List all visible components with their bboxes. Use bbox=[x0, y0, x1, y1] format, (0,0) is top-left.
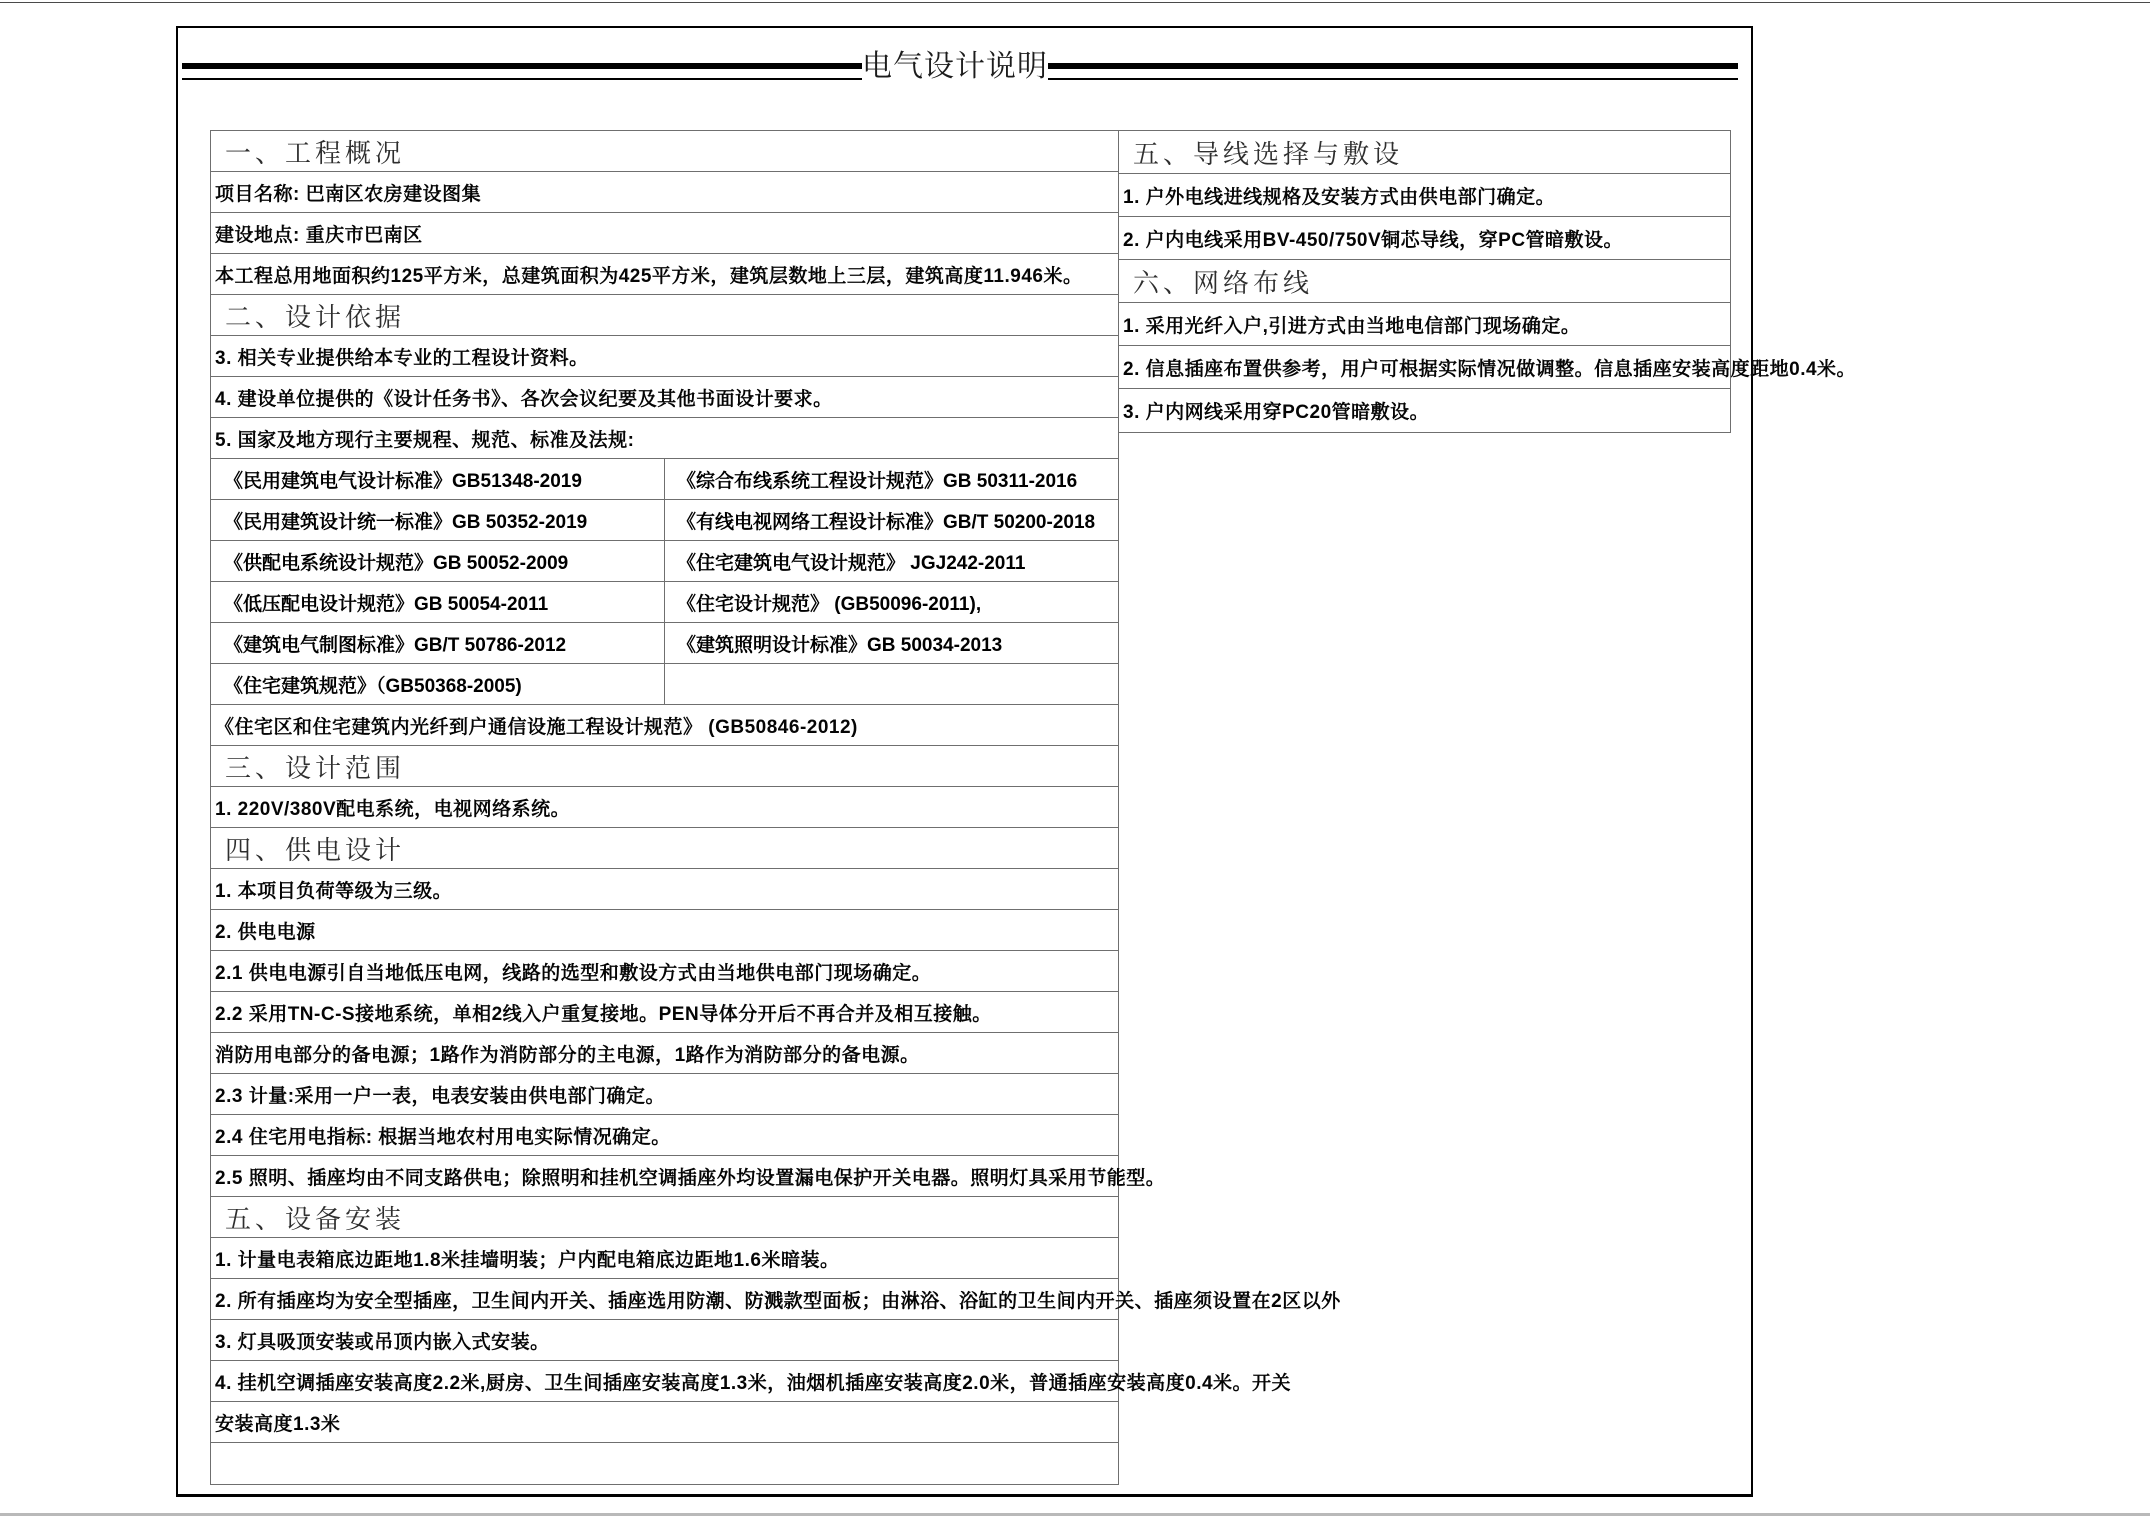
note-row bbox=[211, 705, 1118, 746]
note-row bbox=[211, 1320, 1118, 1361]
note-row bbox=[211, 1238, 1118, 1279]
note-text: 2.4 住宅用电指标: 根据当地农村用电实际情况确定。 bbox=[215, 1126, 671, 1148]
standard-cell-right: 《建筑照明设计标准》GB 50034-2013 bbox=[677, 634, 1003, 656]
note-row bbox=[211, 951, 1118, 992]
sheet-title: 电气设计说明 bbox=[862, 50, 1048, 83]
note-text: 消防用电部分的备电源；1路作为消防部分的主电源，1路作为消防部分的备电源。 bbox=[215, 1044, 920, 1066]
section-header-label: 三、设计范围 bbox=[225, 752, 406, 783]
section-header-row bbox=[211, 746, 1118, 787]
note-row bbox=[211, 377, 1118, 418]
standards-row bbox=[211, 541, 1118, 582]
title-thick-rule-left bbox=[182, 63, 862, 69]
note-text: 5. 国家及地方现行主要规程、规范、标准及法规: bbox=[215, 429, 635, 451]
note-text: 建设地点: 重庆市巴南区 bbox=[215, 224, 423, 246]
standard-cell-left: 《供配电系统设计规范》GB 50052-2009 bbox=[211, 541, 665, 581]
note-row bbox=[211, 1361, 1292, 1402]
canvas-top-hairline bbox=[0, 2, 2150, 3]
standards-row bbox=[211, 623, 1118, 664]
note-text: 2.2 采用TN-C-S接地系统，单相2线入户重复接地。PEN导体分开后不再合并及相互接触。 bbox=[215, 1003, 992, 1025]
note-text: 1. 本项目负荷等级为三级。 bbox=[215, 880, 453, 902]
note-text: 1. 采用光纤入户,引进方式由当地电信部门现场确定。 bbox=[1123, 315, 1581, 337]
note-row bbox=[1119, 389, 1730, 432]
note-text: 3. 相关专业提供给本专业的工程设计资料。 bbox=[215, 347, 589, 369]
note-row bbox=[1119, 174, 1730, 217]
note-row bbox=[211, 418, 1118, 459]
note-row bbox=[211, 254, 1118, 295]
standards-row bbox=[211, 664, 1118, 705]
note-text: 4. 挂机空调插座安装高度2.2米,厨房、卫生间插座安装高度1.3米，油烟机插座安装高度2.0米，普通插座安装高度0.4米。开关 bbox=[215, 1372, 1292, 1394]
note-row bbox=[211, 213, 1118, 254]
standard-cell-right: 《综合布线系统工程设计规范》GB 50311-2016 bbox=[677, 470, 1078, 492]
note-row bbox=[211, 910, 1118, 951]
note-text: 2.1 供电电源引自当地低压电网，线路的选型和敷设方式由当地供电部门现场确定。 bbox=[215, 962, 932, 984]
standard-cell-left: 《民用建筑电气设计标准》GB51348-2019 bbox=[211, 459, 665, 499]
section-header-row bbox=[1119, 131, 1730, 174]
empty-row bbox=[211, 1443, 1118, 1484]
note-row bbox=[211, 787, 1118, 828]
note-text: 1. 计量电表箱底边距地1.8米挂墙明装；户内配电箱底边距地1.6米暗装。 bbox=[215, 1249, 840, 1271]
note-text: 2.5 照明、插座均由不同支路供电；除照明和挂机空调插座外均设置漏电保护开关电器。照明灯具采用节能型。 bbox=[215, 1167, 1166, 1189]
note-row bbox=[1119, 303, 1730, 346]
notes-table-right bbox=[1118, 130, 1857, 433]
note-text: 2. 信息插座布置供参考，用户可根据实际情况做调整。信息插座安装高度距地0.4米。 bbox=[1123, 358, 1857, 380]
canvas-bottom-hairline bbox=[0, 1513, 2150, 1516]
note-row bbox=[211, 992, 1118, 1033]
section-header-row bbox=[211, 1197, 1118, 1238]
note-text: 《住宅区和住宅建筑内光纤到户通信设施工程设计规范》 (GB50846-2012) bbox=[215, 716, 858, 738]
standards-row bbox=[211, 459, 1118, 500]
note-text: 项目名称: 巴南区农房建设图集 bbox=[215, 183, 482, 205]
section-header-row bbox=[211, 295, 1118, 336]
section-header-row bbox=[211, 828, 1118, 869]
standard-cell-right bbox=[665, 664, 1118, 704]
note-text: 本工程总用地面积约125平方米，总建筑面积为425平方米，建筑层数地上三层，建筑高度11.946米。 bbox=[215, 265, 1083, 287]
note-row bbox=[1119, 346, 1857, 389]
note-text: 2. 户内电线采用BV-450/750V铜芯导线，穿PC管暗敷设。 bbox=[1123, 229, 1624, 251]
standard-cell-right: 《有线电视网络工程设计标准》GB/T 50200-2018 bbox=[677, 511, 1096, 533]
section-header-label: 一、工程概况 bbox=[225, 137, 406, 168]
standard-cell-right: 《住宅建筑电气设计规范》 JGJ242-2011 bbox=[677, 552, 1026, 574]
note-text: 2. 所有插座均为安全型插座，卫生间内开关、插座选用防潮、防溅款型面板；由淋浴、浴缸的卫生间内开关、插座须设置在2区以外 bbox=[215, 1290, 1341, 1312]
note-row bbox=[211, 336, 1118, 377]
standard-cell-left: 《建筑电气制图标准》GB/T 50786-2012 bbox=[211, 623, 665, 663]
standards-row bbox=[211, 582, 1118, 623]
section-header-row bbox=[1119, 260, 1730, 303]
section-header-label: 二、设计依据 bbox=[225, 301, 406, 332]
note-text: 安装高度1.3米 bbox=[215, 1413, 341, 1435]
title-thin-rule-right bbox=[1048, 78, 1738, 80]
note-text: 2.3 计量:采用一户一表，电表安装由供电部门确定。 bbox=[215, 1085, 666, 1107]
section-header-label: 五、设备安装 bbox=[225, 1203, 406, 1234]
note-text: 1. 220V/380V配电系统，电视网络系统。 bbox=[215, 798, 571, 820]
note-row bbox=[1119, 217, 1730, 260]
standard-cell-left: 《低压配电设计规范》GB 50054-2011 bbox=[211, 582, 665, 622]
note-row bbox=[211, 1402, 1118, 1443]
section-header-label: 六、网络布线 bbox=[1133, 267, 1314, 298]
note-row bbox=[211, 1074, 1118, 1115]
note-text: 3. 灯具吸顶安装或吊顶内嵌入式安装。 bbox=[215, 1331, 550, 1353]
standard-cell-left: 《住宅建筑规范》（GB50368-2005) bbox=[211, 664, 665, 704]
section-header-label: 四、供电设计 bbox=[225, 834, 406, 865]
note-text: 4. 建设单位提供的《设计任务书》、各次会议纪要及其他书面设计要求。 bbox=[215, 388, 833, 410]
title-thick-rule-right bbox=[1048, 63, 1738, 69]
note-text: 2. 供电电源 bbox=[215, 921, 316, 943]
note-text: 3. 户内网线采用穿PC20管暗敷设。 bbox=[1123, 402, 1430, 423]
section-header-row bbox=[211, 131, 1118, 172]
standards-row bbox=[211, 500, 1118, 541]
note-row bbox=[211, 869, 1118, 910]
note-row bbox=[211, 1115, 1118, 1156]
note-row bbox=[211, 1156, 1166, 1197]
standard-cell-right: 《住宅设计规范》 (GB50096-2011), bbox=[677, 593, 982, 615]
note-row bbox=[211, 1033, 1118, 1074]
standard-cell-left: 《民用建筑设计统一标准》GB 50352-2019 bbox=[211, 500, 665, 540]
note-row bbox=[211, 172, 1118, 213]
note-row bbox=[211, 1279, 1341, 1320]
section-header-label: 五、导线选择与敷设 bbox=[1133, 138, 1404, 169]
note-text: 1. 户外电线进线规格及安装方式由供电部门确定。 bbox=[1123, 186, 1556, 208]
title-thin-rule-left bbox=[182, 78, 862, 80]
